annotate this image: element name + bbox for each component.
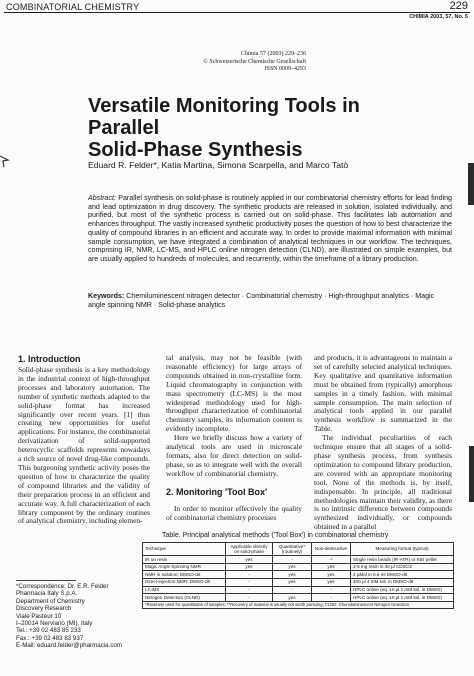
- table-cell: HPLC online (eq. 10 µl 1 mM sol. in DMSO): [351, 594, 454, 602]
- table-cell: yes: [273, 578, 312, 586]
- table-cell: Direct-injection NMR: DMSO-d6: [143, 578, 226, 586]
- table-row: [143, 586, 454, 594]
- keywords-text: Chemiluminescent nitrogen detector · Combinatorial chemistry · High-throughput analytics · Magic angle spinning NMR · Solid-phase analytics: [88, 292, 435, 309]
- body-column-1: Solid-phase synthesis is a key methodology in the industrial context of high-throughput processes and laboratory automation. The number of synthetic methods adapted to the solid-phase format has increased significantly over recent years. [1] thus creating new opportunities for useful applications. For instance, the combinatorial derivatization of solid-supported heterocyclic scaffolds represents nowadays a rich source of novel drug-like compounds. This burgeoning synthetic activity poses the question of how to characterize the quality of compound libraries and the validity of their preparation process in an efficient and accurate way. A full characterization of each library component by the ordinary routines of analytical chemistry, including elemen-: [18, 365, 150, 526]
- keywords: [88, 292, 452, 309]
- table-header-row: [143, 543, 454, 556]
- table-footnote: *Routinely used for quantitation of samples; **Recovery of material is usually not worth pursuing; CLND: Chemiluminescent Nitrogen Detection: [143, 601, 454, 609]
- table-cell: -: [312, 594, 351, 602]
- table-cell: yes: [312, 578, 351, 586]
- table-cell: LC-MS: [143, 586, 226, 594]
- correspondence-email[interactable]: E-Mail: eduard.felder@pharmacia.com: [16, 642, 123, 650]
- table-cell: yes: [273, 594, 312, 602]
- table-cell: yes: [273, 571, 312, 579]
- table-cell: Magic Angle Spinning NMR: [143, 563, 226, 571]
- table-row: [143, 563, 454, 571]
- correspondence-line: Department of Chemistry: [16, 597, 85, 605]
- table-row: [143, 571, 454, 579]
- citation-line: Chimia 57 (2003) 229–236: [240, 51, 306, 57]
- table-cell: IR on resin: [143, 556, 226, 564]
- table-cell: NMR in solution; DMSO-d6: [143, 571, 226, 579]
- table-cell: Single resin beads (IR-ATR) or KBr pellet: [351, 556, 454, 564]
- paragraph: The individual peculiarities of each technique ensure that all stages of a solid-phase synthesis process, from synthesis optimization to compound library production, are covered with an appropriate monitoring tool. None of the methods is, by itself, indispensable. In principle, all traditional methodologies maintain their validity, as there is no intrinsic difference between compounds synthesized individually, or compounds obtained in a parallel: [314, 433, 452, 532]
- correspondence-line: I–20014 Nerviano (MI), Italy: [16, 620, 93, 628]
- journal-reference: CHIMIA 2003, 57, No. 5: [409, 14, 468, 20]
- paragraph: and products, it is advantageous to maintain a set of carefully selected analytical techniques. Key qualitative and quantitative information must be obtained from (typically) amorphous samples in a timely fashion, with minimal sample consumption. The main selection of analytical tools applied in our parallel synthesis workflow is summarized in the Table.: [314, 353, 452, 434]
- footnote-rule: [16, 580, 76, 581]
- header-rule: [4, 12, 470, 13]
- table-cell: -: [273, 556, 312, 564]
- title-line-2: Solid-Phase Synthesis: [88, 139, 303, 161]
- abstract-label: Abstract:: [88, 194, 116, 202]
- table-header-cell: Technique: [143, 543, 226, 556]
- table-cell: -: [312, 586, 351, 594]
- table-row: [143, 578, 454, 586]
- table-header-cell: Measuring format (typical): [351, 543, 454, 556]
- body-column-2: [166, 354, 302, 522]
- author-list: Eduard R. Felder*, Katia Martina, Simona Scarpella, and Marco Tatò: [88, 160, 349, 170]
- table-cell: 2 µMol in 0.5 ml DMSO-d6: [351, 571, 454, 579]
- correspondence-line: *Correspondence: Dr. E.R. Felder: [16, 583, 109, 590]
- paragraph: In order to monitor effectively the quality of combinatorial chemistry processes: [166, 503, 302, 522]
- table-row: [143, 556, 454, 564]
- table-header-cell: Non-destructive: [312, 543, 351, 556]
- section-heading-tool-box: 2. Monitoring 'Tool Box': [166, 486, 268, 497]
- margin-mark-right-top: [468, 163, 474, 205]
- correspondence-line: Fax.: +39 02 483 83 937: [16, 634, 84, 642]
- table-cell: yes: [312, 563, 351, 571]
- paragraph: Here we briefly discuss how a variety of analytical tools are used in microscale formats, also for direct detection on solid-phase, so as to integrate well with the overall workflow of combinatorial chemistry.: [166, 433, 302, 478]
- abstract: [88, 194, 452, 264]
- margin-mark-left: [0, 154, 10, 168]
- title-line-1: Versatile Monitoring Tools in Parallel: [88, 95, 360, 139]
- table-cell: -: [273, 586, 312, 594]
- correspondence-line: Discovery Research: [16, 605, 72, 613]
- page-number: 229: [449, 0, 468, 12]
- body-column-3: [314, 354, 452, 532]
- table-cell: 400 µl 4 mM sol. in DMSO-d6: [351, 578, 454, 586]
- table-cell: -*: [312, 556, 351, 564]
- article-title: [88, 95, 428, 161]
- running-header-section: COMBINATORIAL CHEMISTRY: [6, 2, 140, 12]
- margin-mark-right-bottom: [469, 446, 474, 502]
- table-cell: Nitrogen Detection (CLND): [143, 594, 226, 602]
- copyright-line: © Schweizerische Chemische Gesellschaft: [203, 58, 306, 65]
- table-cell: 1-5 mg resin in 40 µl CD2Cl2: [351, 563, 454, 571]
- citation-meta: [203, 51, 306, 74]
- analytical-methods-table: [142, 542, 454, 609]
- table-cell: yes: [226, 556, 273, 564]
- correspondence-block: [16, 583, 156, 650]
- section-heading-introduction: 1. Introduction: [18, 354, 81, 364]
- table-cell: -: [226, 586, 273, 594]
- table-cell: yes: [273, 563, 312, 571]
- table-footnote-row: [143, 601, 454, 609]
- table-cell: yes: [226, 563, 273, 571]
- keywords-label: Keywords:: [88, 292, 125, 300]
- table-header-cell: Applicable directly on solid-phase: [226, 543, 273, 556]
- table-cell: yes: [312, 571, 351, 579]
- table-cell: HPLC online (eq. 10 µl 1 mM sol. in DMSO): [351, 586, 454, 594]
- table-cell: -: [226, 578, 273, 586]
- correspondence-line: Viale Pasteur 10: [16, 612, 62, 620]
- correspondence-line: Tel.: +39 02 483 85 233: [16, 627, 81, 635]
- abstract-text: Parallel synthesis on solid-phase is routinely applied in our combinatorial chemistry efforts for lead finding and lead optimization in drug discovery. The synthetic products are released in solution, isolated individually, and purified, but most of the synthetic process is carried out on solid-phase. This facilitates lab automation and enhances throughput. The vastly increased synthetic productivity poses the question of how to best characterize the quality of compound libraries in an efficient and accurate way. In order to provide maximal information with minimal sample consumption, we have integrated a combination of analytical techniques in our workflow. The techniques, comprising IR, NMR, LC-MS, and HPLC online nitrogen detection (CLND), are illustrated on simple examples, but are usually applied to hundreds of molecules, and recurrently, within the timeframe of a library production.: [88, 194, 452, 263]
- correspondence-line: Pharmacia Italy S.p.A.: [16, 590, 78, 598]
- table-header-cell: Quantitative* (routinely): [273, 543, 312, 556]
- table-cell: -: [226, 594, 273, 602]
- table-row: [143, 594, 454, 602]
- issn-line: ISSN 0009–4293: [264, 66, 306, 73]
- table-caption: Table. Principal analytical methods ('Tool Box') in combinatorial chemistry: [162, 532, 389, 539]
- table-cell: -: [226, 571, 273, 579]
- paragraph: tal analysis, may not be feasible (with reasonable efficiency) for large arrays of compounds obtained in non-crystalline form. Liquid chromatography in conjunction with mass spectrometry (LC-MS) is the most widespread methodology used for high-throughput characterization of combinatorial chemistry samples, its information content is evidently incomplete.: [166, 353, 302, 434]
